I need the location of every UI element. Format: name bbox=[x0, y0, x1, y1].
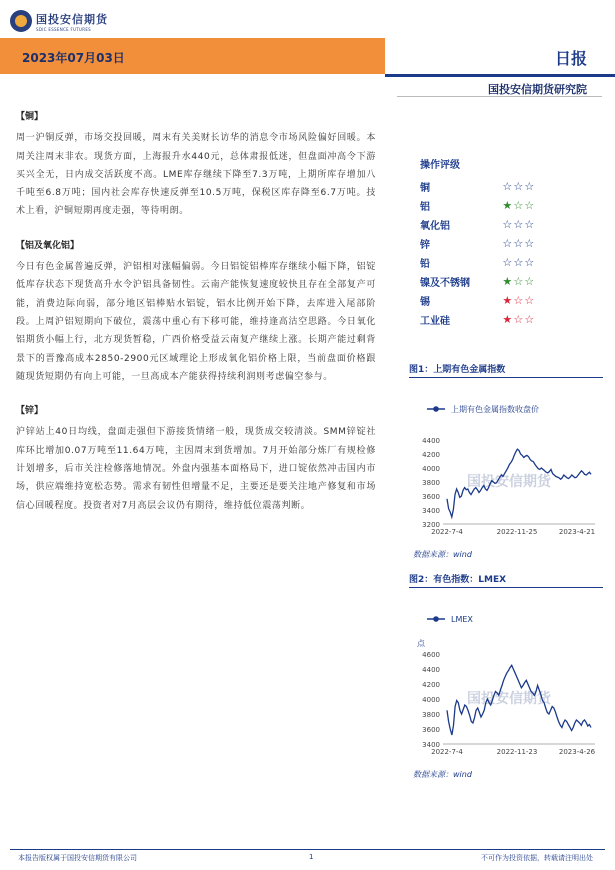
rating-metal-name: 铅 bbox=[420, 259, 430, 270]
empty-star-icon: ☆ bbox=[524, 180, 535, 193]
copyright-note: 本报告版权属于国投安信期货有限公司 bbox=[18, 854, 137, 862]
header-divider bbox=[397, 96, 602, 97]
filled-star-icon: ★ bbox=[502, 313, 513, 326]
company-logo bbox=[10, 8, 108, 34]
empty-star-icon: ☆ bbox=[524, 256, 535, 269]
rating-metal-name: 铝 bbox=[420, 202, 430, 213]
rating-stars bbox=[502, 314, 535, 325]
y-tick-label: 3400 bbox=[422, 741, 440, 749]
section-title: 【铝及氧化铝】 bbox=[16, 240, 80, 251]
y-tick-label: 3800 bbox=[422, 711, 440, 719]
empty-star-icon: ☆ bbox=[524, 199, 535, 212]
rating-stars bbox=[502, 295, 535, 306]
x-tick-label: 2023-4-26 bbox=[558, 748, 596, 756]
y-tick-label: 3200 bbox=[422, 521, 440, 529]
page-number: 1 bbox=[309, 853, 314, 861]
rating-stars bbox=[502, 238, 535, 249]
section-copper bbox=[16, 108, 376, 221]
rating-stars bbox=[502, 276, 535, 287]
empty-star-icon: ☆ bbox=[513, 180, 524, 193]
y-tick-label: 4200 bbox=[422, 681, 440, 689]
figure-1-rule bbox=[409, 377, 603, 378]
logo-mark-icon bbox=[10, 10, 32, 32]
figure-1-title: 图1：上期有色金属指数 bbox=[409, 365, 506, 375]
chart-lmex bbox=[409, 602, 605, 764]
y-tick-label: 3800 bbox=[422, 479, 440, 487]
rating-row bbox=[420, 177, 600, 196]
logo-name: 国投安信期货 bbox=[36, 12, 108, 26]
rating-metal-name: 锌 bbox=[420, 240, 430, 251]
rating-stars bbox=[502, 219, 535, 230]
y-tick-label: 3400 bbox=[422, 507, 440, 515]
legend-label: LMEX bbox=[451, 615, 473, 624]
rating-row bbox=[420, 291, 600, 310]
rating-row bbox=[420, 310, 600, 329]
rating-title: 操作评级 bbox=[420, 160, 460, 171]
x-tick-label: 2022-7-4 bbox=[431, 748, 463, 756]
legend-marker bbox=[433, 616, 439, 622]
figure-1-source: 数据来源：wind bbox=[413, 550, 472, 559]
rating-metal-name: 镍及不锈钢 bbox=[420, 278, 470, 289]
figure-2-source: 数据来源：wind bbox=[413, 770, 472, 779]
y-tick-label: 4200 bbox=[422, 451, 440, 459]
y-tick-label: 4000 bbox=[422, 465, 440, 473]
rating-metal-name: 工业硅 bbox=[420, 316, 450, 327]
footer-rule bbox=[10, 849, 605, 850]
institute-name: 国投安信期货研究院 bbox=[488, 83, 587, 96]
y-tick-label: 4000 bbox=[422, 696, 440, 704]
empty-star-icon: ☆ bbox=[513, 313, 524, 326]
empty-star-icon: ☆ bbox=[524, 275, 535, 288]
y-unit-label: 点 bbox=[417, 639, 425, 648]
empty-star-icon: ☆ bbox=[513, 294, 524, 307]
x-tick-label: 2022-11-25 bbox=[496, 528, 538, 536]
rating-metal-name: 锡 bbox=[420, 297, 430, 308]
empty-star-icon: ☆ bbox=[502, 237, 513, 250]
section-body: 今日有色金属普遍反弹，沪铝相对涨幅偏弱。今日铝锭铝棒库存继续小幅下降，铝锭低库存状态下现货高升水令沪铝具备韧性。云南产能恢复速度较快且存在全部复产可能，消费边际向弱，部分地区铝棒贴水铝锭，铝水比例开始下降，去库进入尾部阶段。上周沪铝短期向下破位，震荡中重心有下移可能，维持逢高沽空思路。今日氧化铝期货小幅上行，北方现货暂稳，广西价格受益云南复产继续上涨。长期产能过剩背景下的晋豫高成本2850-2900元区域理论上形成氧化铝价格上限，当前盘面价格跟随现货短期仍有向上可能，一旦高成本产能获得持续利润则考虑偏空参与。 bbox=[16, 262, 376, 382]
empty-star-icon: ☆ bbox=[502, 218, 513, 231]
section-title: 【锌】 bbox=[16, 406, 44, 417]
section-body: 沪锌站上40日均线，盘面走强但下游接货情绪一般，现货成交较清淡。SMM锌锭社库环比增加0.07万吨至11.64万吨，主因周末到货增加。7月开始部分炼厂有规检修计划增多，后市关注检修落地情况。外盘内强基本面格局下，进口锭依然冲击国内市场，供应端维持宽松态势。需求有韧性但增量不足，主要还是要关注地产修复和市场信心回暖程度。投资者对7月高层会议仍有期待，维持低位震荡判断。 bbox=[16, 427, 376, 511]
filled-star-icon: ★ bbox=[502, 294, 513, 307]
report-type: 日报 bbox=[554, 49, 587, 68]
empty-star-icon: ☆ bbox=[513, 275, 524, 288]
rating-stars bbox=[502, 200, 535, 211]
rating-row bbox=[420, 234, 600, 253]
section-body: 周一沪铜反弹，市场交投回暖，周末有关美财长访华的消息令市场风险偏好回暖。本周关注周末非农。现货方面，上海报升水440元，总体肃报低迷，但盘面冲高令下游买兴全无，日内成交活跃度不高。LME库存继续下降至7.3万吨，上期所库存增加八千吨至6.8万吨；国内社会库存快速反弹至10.5万吨，保税区库存降至6.7万吨。技术上看，沪铜短期再度走强，等待明朗。 bbox=[16, 133, 376, 217]
figure-2-title: 图2：有色指数：LMEX bbox=[409, 575, 507, 585]
rating-metal-name: 氧化铝 bbox=[420, 221, 450, 232]
y-tick-label: 4600 bbox=[422, 651, 440, 659]
legend-marker bbox=[433, 406, 439, 412]
rating-row bbox=[420, 253, 600, 272]
rating-row bbox=[420, 272, 600, 291]
empty-star-icon: ☆ bbox=[524, 294, 535, 307]
empty-star-icon: ☆ bbox=[524, 218, 535, 231]
empty-star-icon: ☆ bbox=[513, 256, 524, 269]
y-tick-label: 3600 bbox=[422, 493, 440, 501]
watermark-text: 国投安信期货 bbox=[467, 691, 551, 707]
x-tick-label: 2022-7-4 bbox=[431, 528, 463, 536]
rating-metal-name: 铜 bbox=[420, 183, 430, 194]
figure-2-rule bbox=[409, 587, 603, 588]
chart-shfe-metals-index bbox=[409, 392, 605, 542]
section-title: 【铜】 bbox=[16, 112, 44, 122]
empty-star-icon: ☆ bbox=[513, 199, 524, 212]
logo-name-en: SDIC ESSENCE FUTURES bbox=[36, 26, 92, 32]
rating-panel bbox=[420, 156, 600, 329]
watermark-text: 国投安信期货 bbox=[467, 474, 551, 490]
y-tick-label: 4400 bbox=[422, 666, 440, 674]
rating-row bbox=[420, 196, 600, 215]
y-tick-label: 4400 bbox=[422, 437, 440, 445]
disclaimer-note: 不可作为投资依据，转载请注明出处 bbox=[481, 854, 593, 862]
empty-star-icon: ☆ bbox=[513, 237, 524, 250]
filled-star-icon: ★ bbox=[502, 275, 513, 288]
section-aluminum bbox=[16, 237, 376, 386]
empty-star-icon: ☆ bbox=[513, 218, 524, 231]
y-tick-label: 3600 bbox=[422, 726, 440, 734]
x-tick-label: 2023-4-21 bbox=[558, 528, 596, 536]
x-tick-label: 2022-11-23 bbox=[496, 748, 538, 756]
section-zinc bbox=[16, 402, 376, 515]
header-rule bbox=[385, 74, 615, 77]
rating-row bbox=[420, 215, 600, 234]
empty-star-icon: ☆ bbox=[524, 313, 535, 326]
empty-star-icon: ☆ bbox=[502, 180, 513, 193]
rating-stars bbox=[502, 181, 535, 192]
commentary-column bbox=[16, 108, 376, 531]
empty-star-icon: ☆ bbox=[524, 237, 535, 250]
empty-star-icon: ☆ bbox=[502, 256, 513, 269]
date-banner bbox=[0, 38, 385, 74]
legend-label: 上期有色金属指数收盘价 bbox=[451, 405, 539, 414]
report-date: 2023年07月03日 bbox=[22, 51, 125, 65]
filled-star-icon: ★ bbox=[502, 199, 513, 212]
rating-stars bbox=[502, 257, 535, 268]
